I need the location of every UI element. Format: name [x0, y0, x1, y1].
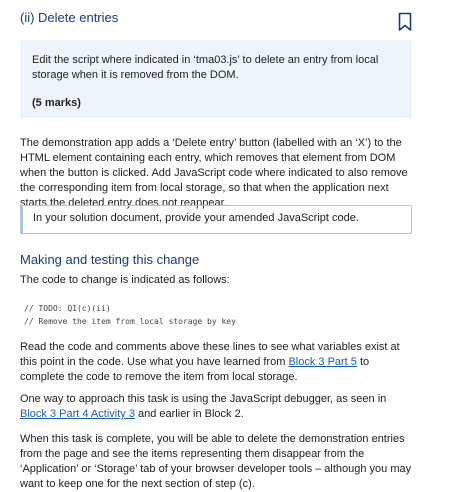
- paragraph-variables: [20, 340, 412, 385]
- bookmark-icon[interactable]: [398, 12, 412, 32]
- task-marks: (5 marks): [32, 97, 81, 109]
- code-block: [24, 302, 236, 328]
- text-span: One way to approach this task is using the JavaScript debugger, as seen in: [20, 393, 387, 405]
- intro-paragraph: The demonstration app adds a ‘Delete entry’ button (labelled with an ‘X’) to the HTML element containing each entry, which removes that element from DOM when the button is clicked. Add JavaScript code where indicated to also remove the corresponding item from local storage, so that when the application next starts the deleted entry does not reappear.: [20, 137, 408, 209]
- text-span: and earlier in Block 2.: [134, 408, 244, 420]
- text-span: Read the code and comments above these lines to see what variables exist at this point in the code. Use what you have learned from: [20, 341, 400, 368]
- code-intro: The code to change is indicated as follows:: [20, 274, 230, 286]
- paragraph-debugger: [20, 392, 412, 422]
- code-line: // Remove the item from local storage by key: [24, 317, 236, 326]
- answer-box: [20, 205, 412, 234]
- paragraph-complete: When this task is complete, you will be able to delete the demonstration entries from the page and see the items representing them disappear from the ‘Application’ or ‘Storage’ tab of your browser developer tools – although you may want to keep one for the next section of step (c).: [20, 433, 412, 490]
- task-instruction: Edit the script where indicated in ‘tma03.js’ to delete an entry from local storage when it is removed from the DOM.: [32, 54, 379, 81]
- answer-prompt: In your solution document, provide your amended JavaScript code.: [33, 212, 359, 224]
- code-line: // TODO: Q1(c)(ii): [24, 304, 111, 313]
- link-block3-part4-activity3[interactable]: Block 3 Part 4 Activity 3: [20, 408, 135, 420]
- link-block3-part5[interactable]: Block 3 Part 5: [288, 356, 357, 368]
- section-title: (ii) Delete entries: [20, 10, 119, 25]
- text-span: to complete the code to remove the item from local storage.: [20, 356, 370, 383]
- task-box: [20, 40, 412, 118]
- subheading: Making and testing this change: [20, 252, 200, 267]
